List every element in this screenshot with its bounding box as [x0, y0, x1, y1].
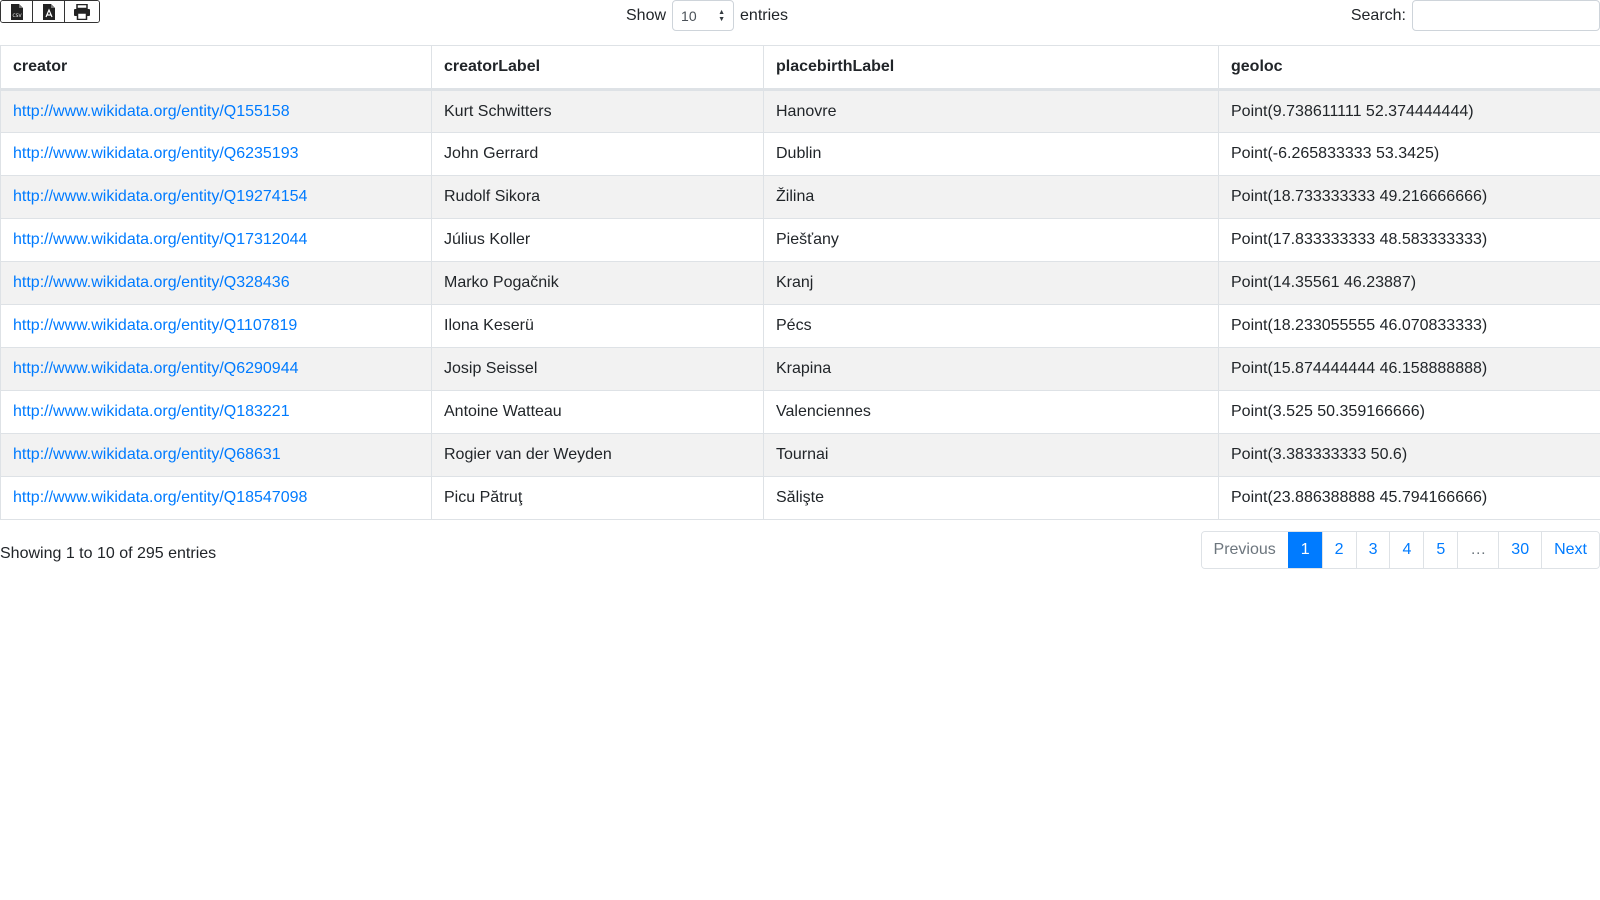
page-button-30[interactable]: 30 [1498, 532, 1541, 568]
show-label: Show [626, 6, 667, 24]
placebirth-label-cell: Valenciennes [764, 391, 1219, 434]
creator-label-cell: Picu Pătruţ [432, 477, 764, 520]
page-button-3[interactable]: 3 [1356, 532, 1390, 568]
creator-link[interactable]: http://www.wikidata.org/entity/Q328436 [13, 274, 290, 291]
search-control [1351, 0, 1600, 31]
placebirth-label-cell: Piešťany [764, 219, 1219, 262]
page-button-4[interactable]: 4 [1389, 532, 1423, 568]
geoloc-cell: Point(18.233055555 46.070833333) [1219, 305, 1600, 348]
placebirth-label-cell: Pécs [764, 305, 1219, 348]
next-page-button[interactable]: Next [1541, 532, 1599, 568]
creator-label-cell: Marko Pogačnik [432, 262, 764, 305]
results-table [0, 45, 1600, 520]
page-button-1[interactable]: 1 [1288, 532, 1322, 568]
pdf-export-button[interactable] [33, 1, 65, 22]
creator-link[interactable]: http://www.wikidata.org/entity/Q68631 [13, 446, 281, 463]
geoloc-cell: Point(15.874444444 46.158888888) [1219, 348, 1600, 391]
table-row [1, 262, 1600, 305]
placebirth-label-cell: Kranj [764, 262, 1219, 305]
creator-link[interactable]: http://www.wikidata.org/entity/Q183221 [13, 403, 290, 420]
csv-file-icon [10, 4, 24, 20]
csv-export-button[interactable] [1, 1, 33, 22]
previous-page-button[interactable]: Previous [1202, 532, 1288, 568]
geoloc-cell: Point(3.383333333 50.6) [1219, 434, 1600, 477]
column-header-creator[interactable]: creator [1, 46, 432, 90]
placebirth-label-cell: Hanovre [764, 90, 1219, 133]
geoloc-cell: Point(23.886388888 45.794166666) [1219, 477, 1600, 520]
geoloc-cell: Point(3.525 50.359166666) [1219, 391, 1600, 434]
column-header-placebirthlabel[interactable]: placebirthLabel [764, 46, 1219, 90]
geoloc-cell: Point(14.35561 46.23887) [1219, 262, 1600, 305]
table-row [1, 176, 1600, 219]
creator-link[interactable]: http://www.wikidata.org/entity/Q17312044 [13, 231, 308, 248]
placebirth-label-cell: Krapina [764, 348, 1219, 391]
creator-label-cell: Július Koller [432, 219, 764, 262]
table-row [1, 133, 1600, 176]
table-header-row [1, 46, 1600, 90]
creator-link[interactable]: http://www.wikidata.org/entity/Q6235193 [13, 145, 299, 162]
geoloc-cell: Point(17.833333333 48.583333333) [1219, 219, 1600, 262]
select-arrows-icon: ▲ ▼ [718, 8, 726, 23]
table-row [1, 434, 1600, 477]
creator-link[interactable]: http://www.wikidata.org/entity/Q155158 [13, 102, 290, 120]
creator-label-cell: Ilona Keserü [432, 305, 764, 348]
search-label: Search: [1350, 6, 1406, 24]
page-length-select[interactable] [672, 0, 734, 31]
column-header-creatorlabel[interactable]: creatorLabel [432, 46, 764, 90]
geoloc-cell: Point(18.733333333 49.216666666) [1219, 176, 1600, 219]
page-ellipsis: … [1457, 532, 1498, 568]
creator-label-cell: Rudolf Sikora [432, 176, 764, 219]
creator-label-cell: Antoine Watteau [432, 391, 764, 434]
creator-label-cell: Rogier van der Weyden [432, 434, 764, 477]
page-length-value: 10 [681, 7, 697, 24]
export-button-group [0, 0, 100, 23]
page-button-5[interactable]: 5 [1423, 532, 1457, 568]
search-input[interactable] [1412, 0, 1600, 31]
geoloc-cell: Point(-6.265833333 53.3425) [1219, 133, 1600, 176]
table-row [1, 348, 1600, 391]
placebirth-label-cell: Tournai [764, 434, 1219, 477]
page-length-control [626, 0, 788, 31]
table-row [1, 90, 1600, 133]
creator-label-cell: John Gerrard [432, 133, 764, 176]
entries-label: entries [740, 6, 789, 24]
table-row [1, 305, 1600, 348]
placebirth-label-cell: Dublin [764, 133, 1219, 176]
creator-label-cell: Josip Seissel [432, 348, 764, 391]
creator-link[interactable]: http://www.wikidata.org/entity/Q18547098 [13, 489, 308, 506]
geoloc-cell: Point(9.738611111 52.374444444) [1219, 90, 1600, 133]
print-button[interactable] [65, 1, 99, 22]
pagination [1201, 531, 1600, 569]
svg-text:CSV: CSV [11, 13, 22, 19]
placebirth-label-cell: Žilina [764, 176, 1219, 219]
creator-link[interactable]: http://www.wikidata.org/entity/Q19274154 [13, 188, 308, 205]
table-row [1, 477, 1600, 520]
page-button-2[interactable]: 2 [1322, 532, 1356, 568]
placebirth-label-cell: Sălişte [764, 477, 1219, 520]
table-info: Showing 1 to 10 of 295 entries [0, 545, 217, 562]
creator-link[interactable]: http://www.wikidata.org/entity/Q6290944 [13, 360, 299, 377]
table-row [1, 391, 1600, 434]
creator-label-cell: Kurt Schwitters [432, 90, 764, 133]
pdf-file-icon [42, 4, 56, 20]
creator-link[interactable]: http://www.wikidata.org/entity/Q1107819 [13, 317, 298, 334]
column-header-geoloc[interactable]: geoloc [1219, 46, 1600, 90]
print-icon [73, 4, 91, 20]
table-row [1, 219, 1600, 262]
